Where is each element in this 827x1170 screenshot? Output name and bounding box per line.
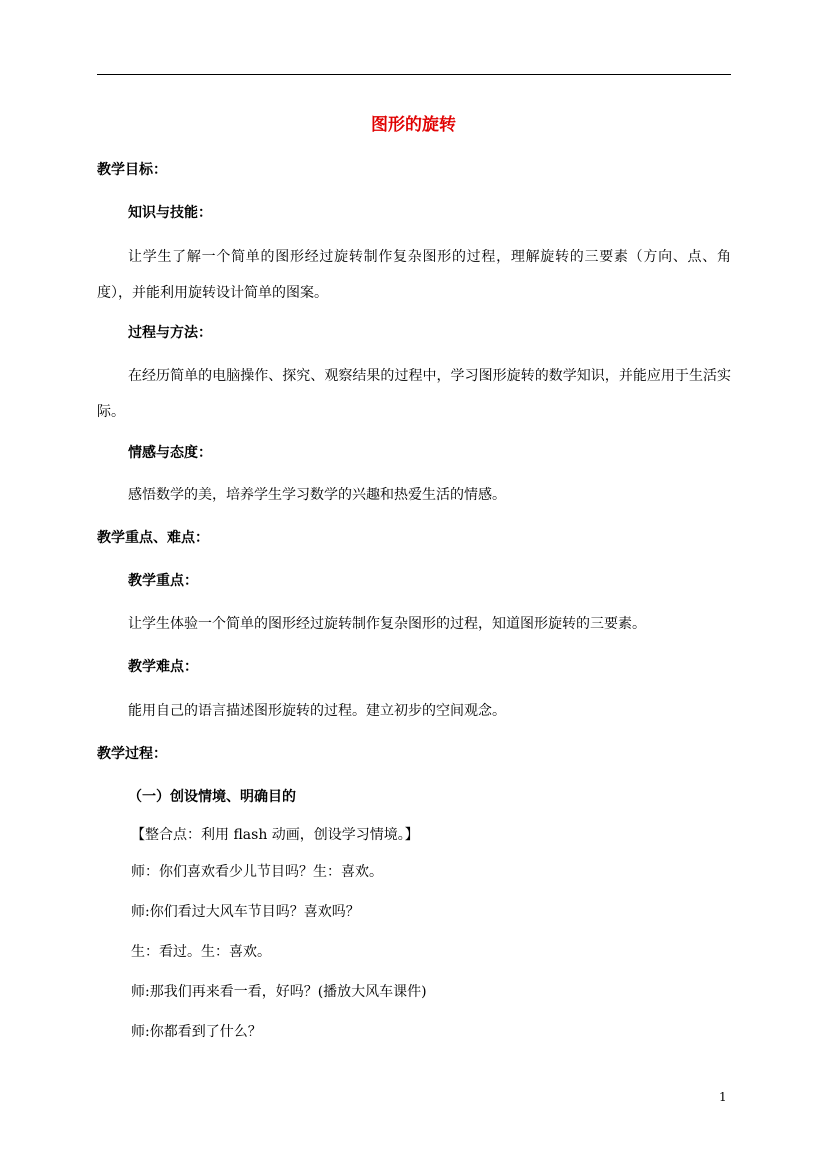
- integration-note: 【整合点：利用 flash 动画，创设学习情境。】: [131, 827, 419, 843]
- objectives-heading: 教学目标：: [97, 162, 167, 178]
- process-text: 在经历简单的电脑操作、探究、观察结果的过程中，学习图形旋转的数学知识，并能应用于生活实际。: [97, 368, 731, 420]
- section1-heading: （一）创设情境、明确目的: [128, 789, 296, 805]
- dialogue-line: 师：你们喜欢看少儿节目吗？生：喜欢。: [131, 864, 383, 880]
- dialogue-line: 师:你们看过大风车节目吗？喜欢吗？: [131, 904, 360, 920]
- knowledge-text: 让学生了解一个简单的图形经过旋转制作复杂图形的过程，理解旋转的三要素（方向、点、角度），并能利用旋转设计简单的图案。: [97, 249, 731, 301]
- dialogue-line: 师:你都看到了什么？: [131, 1024, 262, 1040]
- process-heading: 过程与方法：: [128, 325, 212, 341]
- focus-text: 让学生体验一个简单的图形经过旋转制作复杂图形的过程，知道图形旋转的三要素。: [128, 616, 646, 632]
- emotion-heading: 情感与态度：: [128, 445, 212, 461]
- difficulty-heading: 教学难点：: [128, 659, 198, 675]
- focus-heading: 教学重点：: [128, 573, 198, 589]
- document-title: 图形的旋转: [371, 115, 456, 135]
- knowledge-heading: 知识与技能：: [128, 205, 212, 221]
- emotion-text: 感悟数学的美，培养学生学习数学的兴趣和热爱生活的情感。: [128, 487, 506, 503]
- procedure-heading: 教学过程：: [97, 746, 167, 762]
- header-rule: [97, 74, 731, 75]
- difficulty-text: 能用自己的语言描述图形旋转的过程。建立初步的空间观念。: [128, 703, 506, 719]
- page-number: 1: [719, 1090, 727, 1104]
- dialogue-line: 师:那我们再来看一看，好吗？(播放大风车课件): [131, 984, 427, 1000]
- dialogue-line: 生：看过。生：喜欢。: [131, 944, 271, 960]
- keypoints-heading: 教学重点、难点：: [97, 530, 209, 546]
